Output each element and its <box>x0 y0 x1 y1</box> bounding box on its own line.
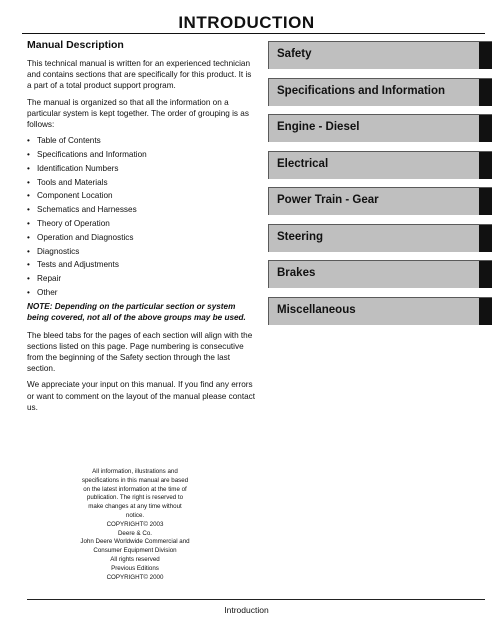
page-title: INTRODUCTION <box>178 13 315 32</box>
bullet-icon: • <box>27 177 30 187</box>
bullet-icon: • <box>27 287 30 297</box>
feedback-paragraph: We appreciate your input on this manual. If you find any errors or want to comment on the layout of the manual please contact us. <box>27 380 256 412</box>
page-footer: Introduction <box>224 605 269 615</box>
list-item-label: Specifications and Information <box>37 150 147 160</box>
bullet-icon: • <box>27 246 30 256</box>
list-item-label: Operation and Diagnostics <box>37 232 134 242</box>
copyright-line: Consumer Equipment Division <box>93 547 177 555</box>
list-item-label: Schematics and Harnesses <box>37 205 137 215</box>
manual-description-column <box>27 39 257 418</box>
list-item-label: Diagnostics <box>37 246 80 256</box>
section-tabs <box>268 41 492 333</box>
list-item <box>27 190 257 201</box>
tab-engine-diesel[interactable] <box>268 114 492 142</box>
bullet-icon: • <box>27 136 30 146</box>
tab-label: Safety <box>277 48 312 60</box>
list-item <box>27 177 257 188</box>
tab-label: Steering <box>277 230 324 243</box>
tab-electrical[interactable] <box>268 151 492 179</box>
tab-power-train-gear[interactable] <box>268 187 492 215</box>
title-rule <box>22 33 485 34</box>
list-item <box>27 287 257 298</box>
tab-bleed-bar <box>479 79 492 106</box>
copyright-line: Deere & Co. <box>117 529 153 537</box>
tab-bleed-bar <box>479 225 492 252</box>
bullet-icon: • <box>27 150 30 160</box>
list-item-label: Theory of Operation <box>37 219 110 228</box>
bullet-icon: • <box>27 232 30 242</box>
list-item-label: Tests and Adjustments <box>37 260 119 270</box>
copyright-line: COPYRIGHT© 2000 <box>106 573 164 581</box>
list-item <box>27 273 257 284</box>
list-item <box>27 246 257 257</box>
bullet-icon: • <box>27 191 30 201</box>
tab-label: Electrical <box>277 157 329 170</box>
tab-label: Power Train - Gear <box>277 194 379 206</box>
bullet-icon: • <box>27 205 30 215</box>
copyright-line: publication. The right is reserved to <box>86 494 184 502</box>
list-item-label: Other <box>37 287 58 297</box>
tab-label: Engine - Diesel <box>277 121 360 133</box>
copyright-line: Previous Editions <box>111 564 159 572</box>
copyright-line: on the latest information at the time of <box>83 485 187 493</box>
tab-label: Specifications and Information <box>277 84 446 97</box>
list-item <box>27 135 257 146</box>
list-item <box>27 232 257 243</box>
footer-rule <box>27 599 485 600</box>
tab-bleed-bar <box>479 298 492 325</box>
bullet-icon: • <box>27 274 30 284</box>
copyright-line: John Deere Worldwide Commercial and <box>80 538 190 546</box>
list-item <box>27 149 257 160</box>
list-item <box>27 163 257 174</box>
tab-bleed-bar <box>479 261 492 288</box>
list-item <box>27 259 257 270</box>
tab-bleed-bar <box>479 152 492 179</box>
list-item-label: Component Location <box>37 191 113 201</box>
list-item-label: Identification Numbers <box>37 163 119 173</box>
bullet-icon: • <box>27 260 30 270</box>
copyright-block <box>60 468 210 582</box>
note-text: NOTE: Depending on the particular section or system being covered, not all of the above groups may be used. <box>27 302 246 323</box>
grouping-list <box>27 135 257 298</box>
tab-steering[interactable] <box>268 224 492 252</box>
tab-safety[interactable] <box>268 41 492 69</box>
tab-bleed-bar <box>479 115 492 142</box>
tab-brakes[interactable] <box>268 260 492 288</box>
copyright-line: notice. <box>125 511 145 519</box>
intro-paragraph: This technical manual is written for an experienced technician and contains sections that are specifically for this product. It is a part of a total product support program. <box>27 59 252 91</box>
section-heading: Manual Description <box>27 39 124 51</box>
tab-bleed-bar <box>479 42 492 69</box>
list-item <box>27 218 257 229</box>
tab-label: Brakes <box>277 267 316 279</box>
bullet-icon: • <box>27 163 30 173</box>
list-item <box>27 204 257 215</box>
tab-specifications-and-information[interactable] <box>268 78 492 106</box>
list-item-label: Table of Contents <box>37 136 101 146</box>
copyright-line: make changes at any time without <box>88 503 182 511</box>
bullet-icon: • <box>27 219 30 228</box>
copyright-line: specifications in this manual are based <box>81 476 189 484</box>
list-item-label: Tools and Materials <box>37 177 108 187</box>
list-item-label: Repair <box>37 274 62 284</box>
bleed-tabs-paragraph: The bleed tabs for the pages of each section will align with the sections listed on this page. Page numbering is consecutive from the beginning of the Safety section through the last section. <box>27 330 253 374</box>
tab-label: Miscellaneous <box>277 303 356 316</box>
tab-bleed-bar <box>479 188 492 215</box>
copyright-line: COPYRIGHT© 2003 <box>106 520 164 528</box>
copyright-line: All information, illustrations and <box>92 468 178 475</box>
organization-paragraph: The manual is organized so that all the information on a particular system is kept together. The order of grouping is as follows: <box>27 97 249 130</box>
copyright-line: All rights reserved <box>110 555 160 563</box>
tab-miscellaneous[interactable] <box>268 297 492 325</box>
